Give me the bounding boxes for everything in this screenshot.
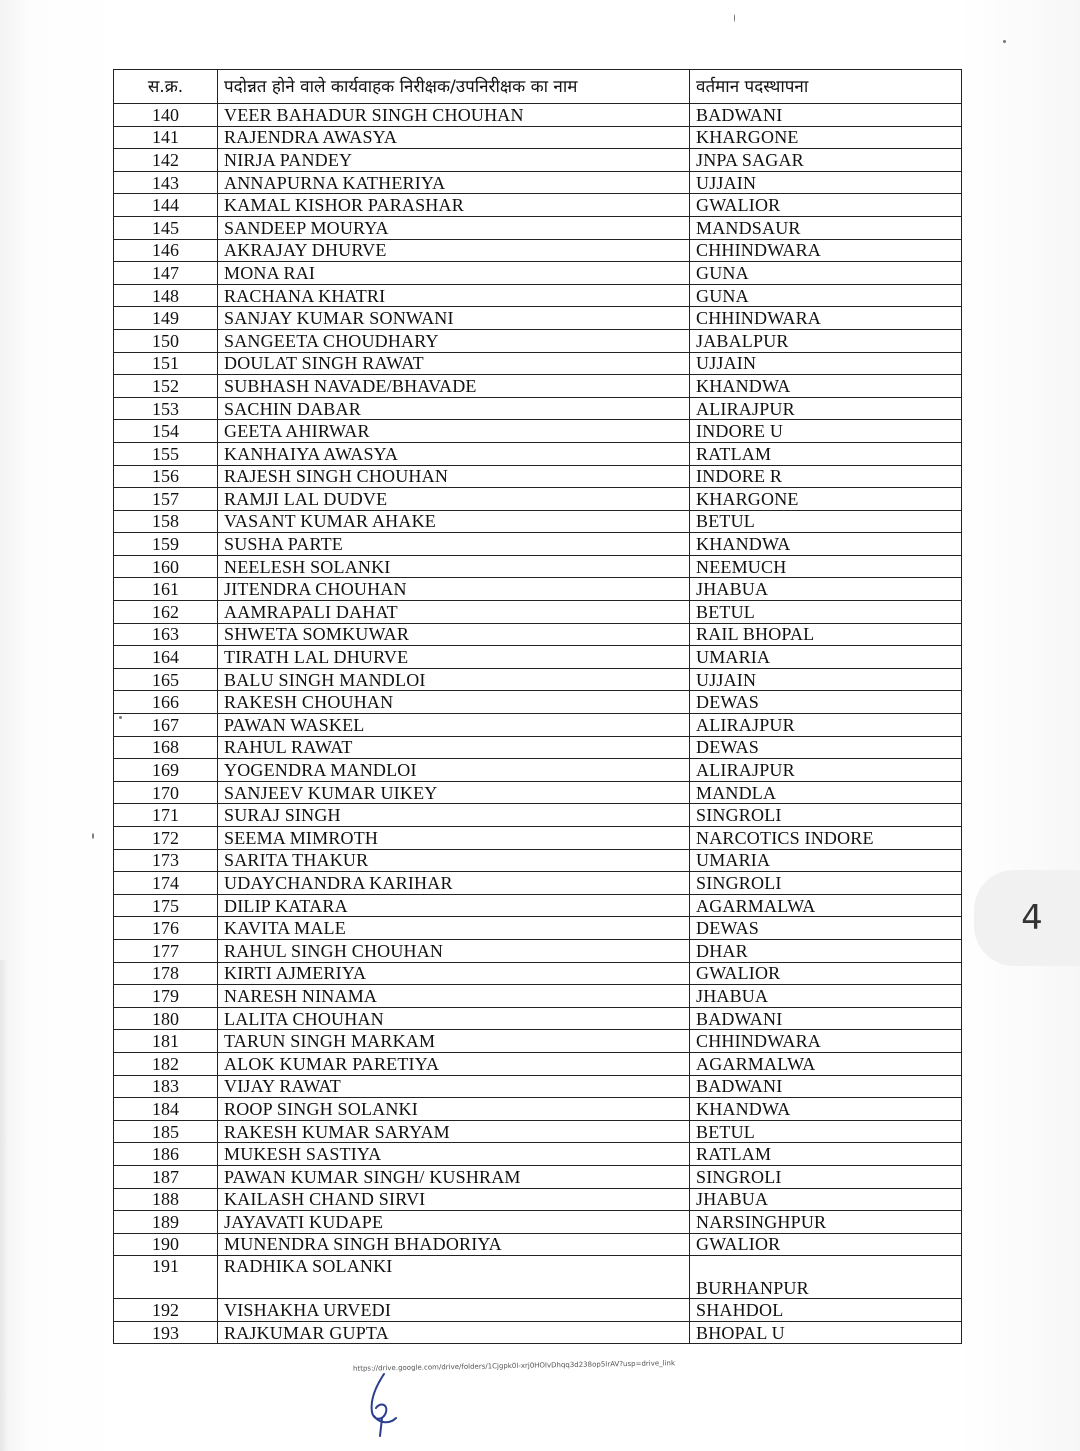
serial-number-cell: 162 <box>114 601 218 624</box>
current-posting-cell: BHOPAL U <box>690 1321 962 1344</box>
table-row <box>114 307 962 330</box>
table-row <box>114 375 962 398</box>
serial-number-cell: 146 <box>114 239 218 262</box>
current-posting-cell: JHABUA <box>690 985 962 1008</box>
current-posting-cell: JHABUA <box>690 578 962 601</box>
table-row <box>114 827 962 850</box>
table-row <box>114 149 962 172</box>
current-posting-cell: RAIL BHOPAL <box>690 623 962 646</box>
table-row <box>114 939 962 962</box>
table-row <box>114 533 962 556</box>
officer-name-cell: NIRJA PANDEY <box>218 149 690 172</box>
table-row <box>114 329 962 352</box>
table-row <box>114 1098 962 1121</box>
page-number-badge <box>974 870 1080 966</box>
current-posting-cell: JABALPUR <box>690 329 962 352</box>
serial-number-cell: 181 <box>114 1030 218 1053</box>
current-posting-cell: KHARGONE <box>690 488 962 511</box>
drive-link-stamp: https://drive.google.com/drive/folders/1Cjgpk0l-xrj0HOlvDhqq3d238op5IrAV?usp=drive_link <box>352 1359 676 1373</box>
table-row <box>114 488 962 511</box>
officer-name-cell: JAYAVATI KUDAPE <box>218 1211 690 1234</box>
officer-name-cell: PAWAN KUMAR SINGH/ KUSHRAM <box>218 1165 690 1188</box>
serial-number-cell: 174 <box>114 872 218 895</box>
table-row <box>114 985 962 1008</box>
table-row <box>114 510 962 533</box>
current-posting-cell: ALIRAJPUR <box>690 397 962 420</box>
table-row <box>114 646 962 669</box>
serial-number-cell: 149 <box>114 307 218 330</box>
serial-number-cell: 192 <box>114 1299 218 1322</box>
officer-name-cell: BALU SINGH MANDLOI <box>218 668 690 691</box>
current-posting-cell: KHANDWA <box>690 1098 962 1121</box>
current-posting-cell: UJJAIN <box>690 352 962 375</box>
handwritten-signature <box>362 1372 402 1438</box>
officer-name-cell: SACHIN DABAR <box>218 397 690 420</box>
serial-number-cell: 171 <box>114 804 218 827</box>
table-row <box>114 714 962 737</box>
officer-name-cell: DOULAT SINGH RAWAT <box>218 352 690 375</box>
table-row <box>114 849 962 872</box>
current-posting-cell: INDORE U <box>690 420 962 443</box>
current-posting-cell: JHABUA <box>690 1188 962 1211</box>
serial-number-cell: 154 <box>114 420 218 443</box>
serial-number-cell: 141 <box>114 126 218 149</box>
officer-name-cell: SANJAY KUMAR SONWANI <box>218 307 690 330</box>
current-posting-cell: BURHANPUR <box>690 1256 962 1299</box>
serial-number-cell: 155 <box>114 442 218 465</box>
serial-number-cell: 187 <box>114 1165 218 1188</box>
officer-name-cell: SEEMA MIMROTH <box>218 827 690 850</box>
current-posting-cell: INDORE R <box>690 465 962 488</box>
table-row <box>114 239 962 262</box>
table-row <box>114 420 962 443</box>
current-posting-cell: CHHINDWARA <box>690 239 962 262</box>
page-number-text: 4 <box>1021 898 1043 938</box>
serial-number-cell: 151 <box>114 352 218 375</box>
table-row <box>114 668 962 691</box>
current-posting-cell: JNPA SAGAR <box>690 149 962 172</box>
table-header-row <box>114 70 962 104</box>
table-row <box>114 284 962 307</box>
table-body <box>114 104 962 1344</box>
officer-name-cell: AKRAJAY DHURVE <box>218 239 690 262</box>
serial-number-cell: 152 <box>114 375 218 398</box>
current-posting-cell: SHAHDOL <box>690 1299 962 1322</box>
table-row <box>114 1075 962 1098</box>
officer-name-cell: SHWETA SOMKUWAR <box>218 623 690 646</box>
table-row <box>114 1211 962 1234</box>
current-posting-cell: MANDLA <box>690 781 962 804</box>
serial-number-cell: 172 <box>114 827 218 850</box>
current-posting-cell: RATLAM <box>690 1143 962 1166</box>
serial-number-cell: 156 <box>114 465 218 488</box>
officer-name-cell: SUSHA PARTE <box>218 533 690 556</box>
officer-name-cell: KIRTI AJMERIYA <box>218 962 690 985</box>
officer-name-cell: TIRATH LAL DHURVE <box>218 646 690 669</box>
officer-name-cell: UDAYCHANDRA KARIHAR <box>218 872 690 895</box>
current-posting-cell: UJJAIN <box>690 171 962 194</box>
scan-shadow-edge <box>0 960 8 1451</box>
officer-name-cell: SANJEEV KUMAR UIKEY <box>218 781 690 804</box>
serial-number-cell: 190 <box>114 1233 218 1256</box>
officer-name-cell: RAJKUMAR GUPTA <box>218 1321 690 1344</box>
serial-number-cell: 182 <box>114 1052 218 1075</box>
officer-name-cell: SURAJ SINGH <box>218 804 690 827</box>
officer-name-cell: SANDEEP MOURYA <box>218 216 690 239</box>
current-posting-cell: AGARMALWA <box>690 894 962 917</box>
current-posting-cell: BETUL <box>690 510 962 533</box>
header-current-posting: वर्तमान पदस्थापना <box>690 70 962 104</box>
officer-name-cell: NEELESH SOLANKI <box>218 555 690 578</box>
table-row <box>114 352 962 375</box>
table-row <box>114 872 962 895</box>
serial-number-cell: 176 <box>114 917 218 940</box>
officer-name-cell: DILIP KATARA <box>218 894 690 917</box>
serial-number-cell: 158 <box>114 510 218 533</box>
officer-name-cell: NARESH NINAMA <box>218 985 690 1008</box>
serial-number-cell: 164 <box>114 646 218 669</box>
serial-number-cell: 175 <box>114 894 218 917</box>
officer-name-cell: KANHAIYA AWASYA <box>218 442 690 465</box>
promotion-list-table <box>113 69 962 1344</box>
current-posting-cell: BETUL <box>690 601 962 624</box>
serial-number-cell: 145 <box>114 216 218 239</box>
table-row <box>114 578 962 601</box>
officer-name-cell: SANGEETA CHOUDHARY <box>218 329 690 352</box>
table-row <box>114 465 962 488</box>
serial-number-cell: 189 <box>114 1211 218 1234</box>
serial-number-cell: 144 <box>114 194 218 217</box>
table-row <box>114 781 962 804</box>
table-row <box>114 1233 962 1256</box>
officer-name-cell: GEETA AHIRWAR <box>218 420 690 443</box>
table-row <box>114 194 962 217</box>
officer-name-cell: VASANT KUMAR AHAKE <box>218 510 690 533</box>
serial-number-cell: 185 <box>114 1120 218 1143</box>
officer-name-cell: ALOK KUMAR PARETIYA <box>218 1052 690 1075</box>
officer-name-cell: ANNAPURNA KATHERIYA <box>218 171 690 194</box>
table-row <box>114 736 962 759</box>
officer-name-cell: KAMAL KISHOR PARASHAR <box>218 194 690 217</box>
officer-name-cell: RADHIKA SOLANKI <box>218 1256 690 1299</box>
table-row <box>114 1030 962 1053</box>
current-posting-cell: UJJAIN <box>690 668 962 691</box>
table-row <box>114 804 962 827</box>
current-posting-cell: CHHINDWARA <box>690 307 962 330</box>
current-posting-cell: UMARIA <box>690 849 962 872</box>
officer-name-cell: SARITA THAKUR <box>218 849 690 872</box>
current-posting-cell: SINGROLI <box>690 804 962 827</box>
serial-number-cell: 166 <box>114 691 218 714</box>
table-row <box>114 216 962 239</box>
scan-speck <box>92 833 94 839</box>
current-posting-cell: NARSINGHPUR <box>690 1211 962 1234</box>
serial-number-cell: 167 <box>114 714 218 737</box>
serial-number-cell: 147 <box>114 262 218 285</box>
officer-name-cell: PAWAN WASKEL <box>218 714 690 737</box>
scan-speck <box>119 716 122 719</box>
serial-number-cell: 153 <box>114 397 218 420</box>
table-row <box>114 691 962 714</box>
current-posting-cell: GWALIOR <box>690 1233 962 1256</box>
serial-number-cell: 148 <box>114 284 218 307</box>
current-posting-cell: BETUL <box>690 1120 962 1143</box>
serial-number-cell: 157 <box>114 488 218 511</box>
officer-name-cell: RAKESH KUMAR SARYAM <box>218 1120 690 1143</box>
serial-number-cell: 186 <box>114 1143 218 1166</box>
serial-number-cell: 163 <box>114 623 218 646</box>
table-row <box>114 1007 962 1030</box>
officer-name-cell: KAVITA MALE <box>218 917 690 940</box>
officer-name-cell: ROOP SINGH SOLANKI <box>218 1098 690 1121</box>
serial-number-cell: 143 <box>114 171 218 194</box>
current-posting-cell: GWALIOR <box>690 962 962 985</box>
serial-number-cell: 168 <box>114 736 218 759</box>
officer-name-cell: RAKESH CHOUHAN <box>218 691 690 714</box>
officer-name-cell: RAHUL SINGH CHOUHAN <box>218 939 690 962</box>
table-row <box>114 126 962 149</box>
officer-name-cell: LALITA CHOUHAN <box>218 1007 690 1030</box>
officer-name-cell: SUBHASH NAVADE/BHAVADE <box>218 375 690 398</box>
table-row <box>114 962 962 985</box>
serial-number-cell: 173 <box>114 849 218 872</box>
serial-number-cell: 177 <box>114 939 218 962</box>
serial-number-cell: 183 <box>114 1075 218 1098</box>
current-posting-cell: AGARMALWA <box>690 1052 962 1075</box>
current-posting-cell: NEEMUCH <box>690 555 962 578</box>
current-posting-cell: BADWANI <box>690 104 962 127</box>
officer-name-cell: TARUN SINGH MARKAM <box>218 1030 690 1053</box>
table-row <box>114 104 962 127</box>
current-posting-cell: DEWAS <box>690 691 962 714</box>
serial-number-cell: 193 <box>114 1321 218 1344</box>
serial-number-cell: 180 <box>114 1007 218 1030</box>
serial-number-cell: 188 <box>114 1188 218 1211</box>
current-posting-cell: SINGROLI <box>690 872 962 895</box>
table-row <box>114 917 962 940</box>
table-row <box>114 1321 962 1344</box>
table-row <box>114 623 962 646</box>
officer-name-cell: VISHAKHA URVEDI <box>218 1299 690 1322</box>
table-row <box>114 601 962 624</box>
header-serial-number: स.क्र. <box>114 70 218 104</box>
current-posting-cell: GWALIOR <box>690 194 962 217</box>
table-row <box>114 442 962 465</box>
officer-name-cell: MONA RAI <box>218 262 690 285</box>
serial-number-cell: 140 <box>114 104 218 127</box>
officer-name-cell: MUKESH SASTIYA <box>218 1143 690 1166</box>
current-posting-cell: MANDSAUR <box>690 216 962 239</box>
serial-number-cell: 150 <box>114 329 218 352</box>
table-row <box>114 1143 962 1166</box>
officer-name-cell: RAJENDRA AWASYA <box>218 126 690 149</box>
serial-number-cell: 169 <box>114 759 218 782</box>
serial-number-cell: 160 <box>114 555 218 578</box>
officer-name-cell: VEER BAHADUR SINGH CHOUHAN <box>218 104 690 127</box>
officer-name-cell: YOGENDRA MANDLOI <box>218 759 690 782</box>
serial-number-cell: 179 <box>114 985 218 1008</box>
serial-number-cell: 191 <box>114 1256 218 1299</box>
scan-speck <box>1003 40 1006 43</box>
officer-name-cell: RAHUL RAWAT <box>218 736 690 759</box>
officer-name-cell: JITENDRA CHOUHAN <box>218 578 690 601</box>
table-row <box>114 171 962 194</box>
current-posting-cell: GUNA <box>690 284 962 307</box>
table-row <box>114 397 962 420</box>
serial-number-cell: 184 <box>114 1098 218 1121</box>
table-row <box>114 555 962 578</box>
serial-number-cell: 161 <box>114 578 218 601</box>
table-row <box>114 262 962 285</box>
current-posting-cell: GUNA <box>690 262 962 285</box>
current-posting-cell: KHANDWA <box>690 375 962 398</box>
table-row <box>114 1188 962 1211</box>
current-posting-cell: DEWAS <box>690 917 962 940</box>
table-row <box>114 1165 962 1188</box>
current-posting-cell: DHAR <box>690 939 962 962</box>
table-row <box>114 1120 962 1143</box>
scan-speck <box>734 14 735 22</box>
table-row <box>114 894 962 917</box>
officer-name-cell: KAILASH CHAND SIRVI <box>218 1188 690 1211</box>
current-posting-cell: ALIRAJPUR <box>690 714 962 737</box>
table-row <box>114 1052 962 1075</box>
serial-number-cell: 178 <box>114 962 218 985</box>
serial-number-cell: 142 <box>114 149 218 172</box>
officer-name-cell: RAMJI LAL DUDVE <box>218 488 690 511</box>
current-posting-cell: SINGROLI <box>690 1165 962 1188</box>
table-row <box>114 1256 962 1299</box>
current-posting-cell: BADWANI <box>690 1075 962 1098</box>
table-row <box>114 759 962 782</box>
current-posting-cell: NARCOTICS INDORE <box>690 827 962 850</box>
current-posting-cell: DEWAS <box>690 736 962 759</box>
officer-name-cell: RACHANA KHATRI <box>218 284 690 307</box>
table-row <box>114 1299 962 1322</box>
officer-name-cell: AAMRAPALI DAHAT <box>218 601 690 624</box>
officer-name-cell: MUNENDRA SINGH BHADORIYA <box>218 1233 690 1256</box>
serial-number-cell: 170 <box>114 781 218 804</box>
current-posting-cell: CHHINDWARA <box>690 1030 962 1053</box>
officer-name-cell: RAJESH SINGH CHOUHAN <box>218 465 690 488</box>
officer-name-cell: VIJAY RAWAT <box>218 1075 690 1098</box>
current-posting-cell: KHANDWA <box>690 533 962 556</box>
header-officer-name: पदोन्नत होने वाले कार्यवाहक निरीक्षक/उपनिरीक्षक का नाम <box>218 70 690 104</box>
current-posting-cell: KHARGONE <box>690 126 962 149</box>
current-posting-cell: BADWANI <box>690 1007 962 1030</box>
serial-number-cell: 159 <box>114 533 218 556</box>
serial-number-cell: 165 <box>114 668 218 691</box>
current-posting-cell: UMARIA <box>690 646 962 669</box>
current-posting-cell: RATLAM <box>690 442 962 465</box>
current-posting-cell: ALIRAJPUR <box>690 759 962 782</box>
